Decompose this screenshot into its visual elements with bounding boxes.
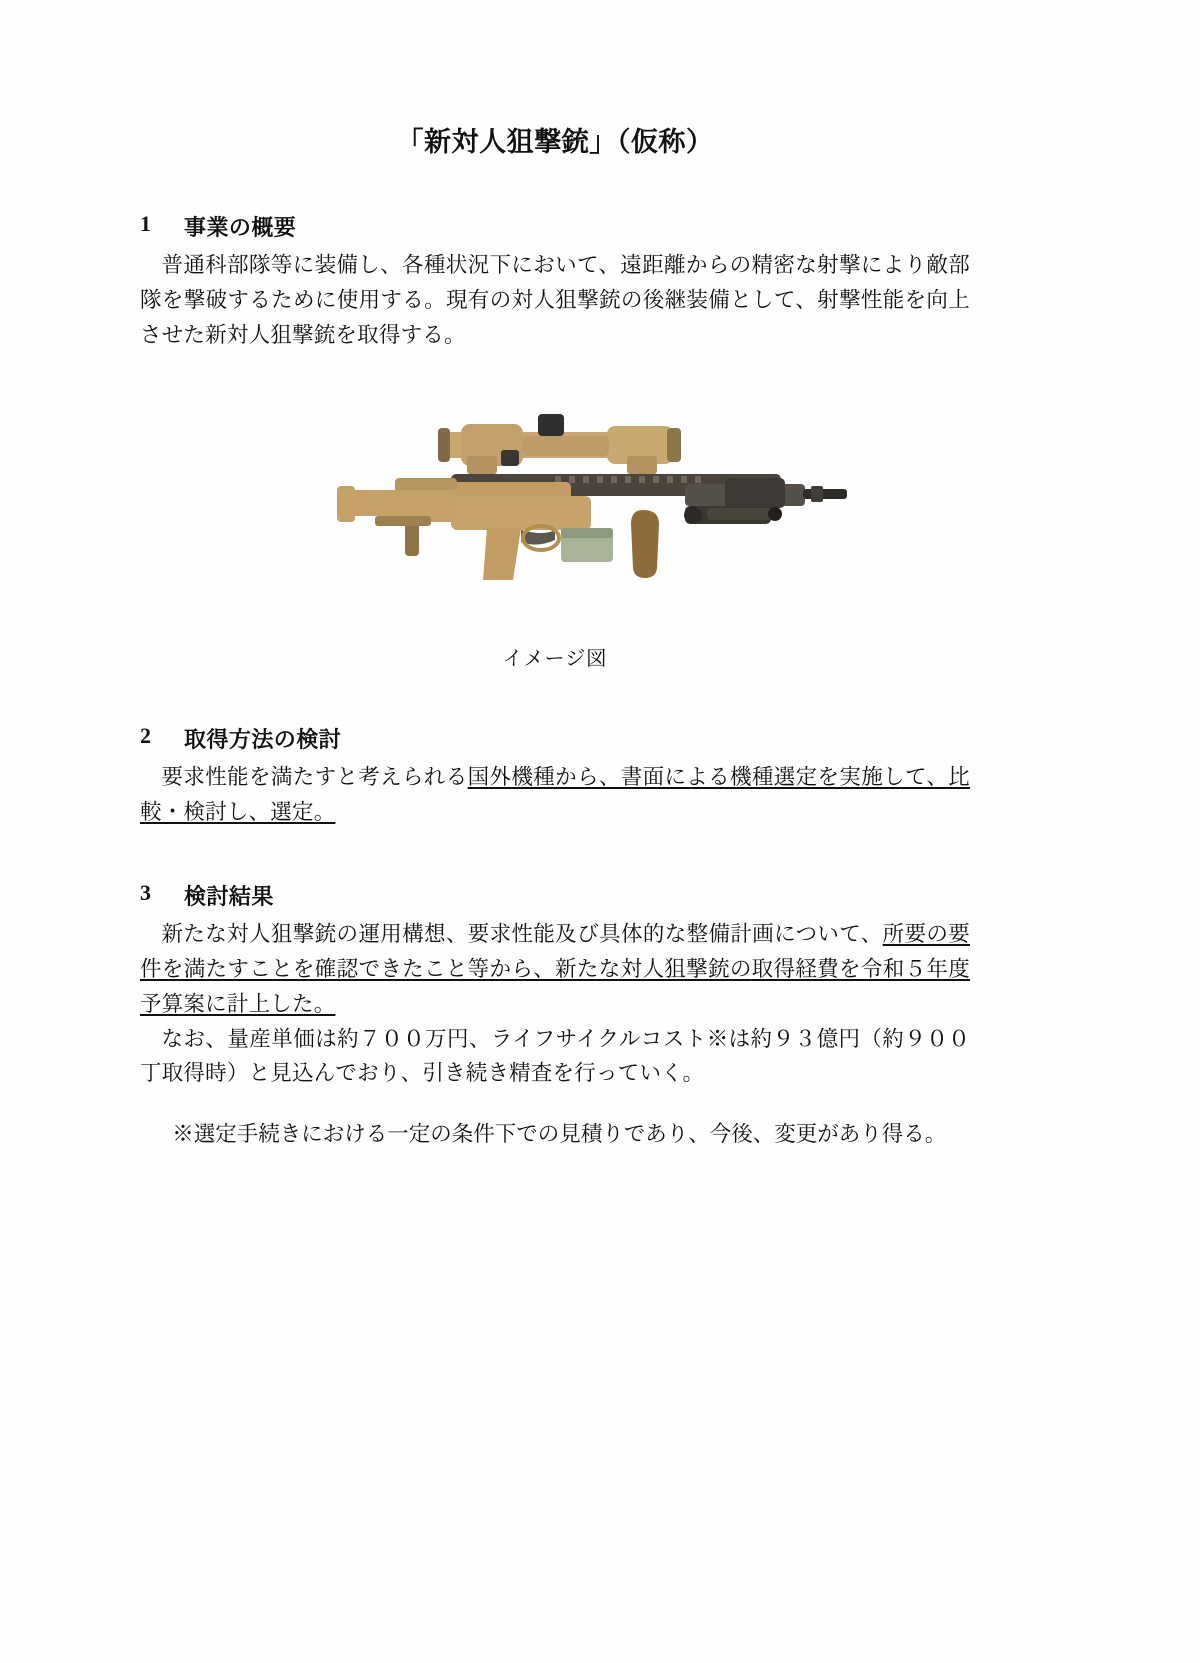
section-1-number: 1 xyxy=(140,211,152,236)
figure-block xyxy=(140,390,970,671)
section-3-footnote: ※選定手続きにおける一定の条件下での見積りであり、今後、変更があり得る。 xyxy=(172,1122,947,1147)
document-content xyxy=(140,120,970,1162)
section-1-heading xyxy=(140,211,970,242)
section-3-title: 検討結果 xyxy=(184,884,274,910)
spacer xyxy=(140,1091,970,1117)
section-2-title: 取得方法の検討 xyxy=(184,727,342,753)
section-2-body-underlined: 国外機種から、書面による機種選定を実施して、比較・検討し、選定。 xyxy=(140,765,970,825)
section-2 xyxy=(140,723,970,830)
section-3-body xyxy=(140,917,970,1021)
section-1 xyxy=(140,211,970,352)
section-2-body-lead: 要求性能を満たすと考えられる xyxy=(161,765,468,790)
section-3-body-underline-2: 取得経費を令和５年度予算案に計上した。 xyxy=(140,956,970,1016)
section-3-body-underline-1: 所要の要件を満たすことを確認できたこと等から、新たな対人狙撃銃の xyxy=(140,922,970,981)
section-2-heading xyxy=(140,723,970,754)
section-2-body xyxy=(140,760,970,830)
rifle-illustration xyxy=(255,390,855,620)
figure-caption: イメージ図 xyxy=(502,648,608,671)
rifle-icon xyxy=(255,390,855,620)
section-2-number: 2 xyxy=(140,723,152,749)
spacer xyxy=(140,671,970,723)
section-3 xyxy=(140,880,970,1152)
section-3-number: 3 xyxy=(140,880,152,906)
section-1-title: 事業の概要 xyxy=(184,215,297,240)
spacer xyxy=(140,840,970,880)
section-3-body-lead: 新たな対人狙撃銃の運用構想、要求性能及び具体的な整備計画について、 xyxy=(161,922,883,947)
section-1-body: 普通科部隊等に装備し、各種状況下において、遠距離からの精密な射撃により敵部隊を撃破するために使用する。現有の対人狙撃銃の後継装備として、射撃性能を向上させた新対人狙撃銃を取得する。 xyxy=(140,253,970,347)
section-3-heading xyxy=(140,880,970,911)
section-3-body-second: なお、量産単価は約７００万円、ライフサイクルコスト※は約９３億円（約９００丁取得時）と見込んでおり、引き続き精査を行っていく。 xyxy=(140,1026,970,1086)
page-title: 「新対人狙撃銃」（仮称） xyxy=(396,127,714,158)
